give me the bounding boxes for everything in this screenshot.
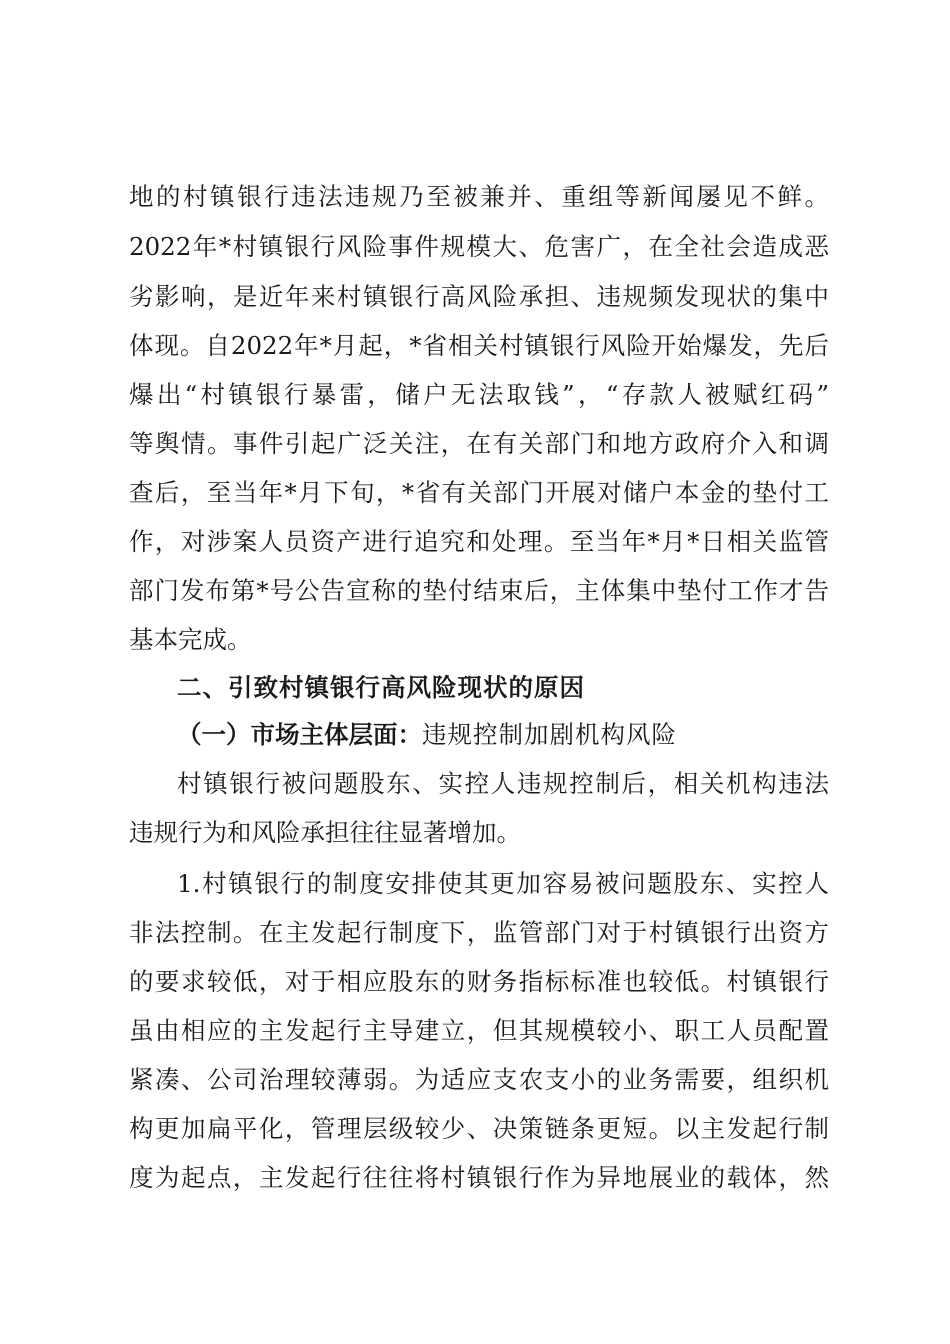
paragraph1-line: 基本完成。 xyxy=(129,625,252,654)
paragraph1-line: 地的村镇银行违法违规乃至被兼并、重组等新闻屡见不鲜。 xyxy=(129,182,829,211)
paragraph1-line: 部门发布第*号公告宣称的垫付结束后，主体集中垫付工作才告 xyxy=(129,576,829,605)
section-heading: 二、引致村镇银行高风险现状的原因 xyxy=(177,673,585,702)
subsection-heading xyxy=(177,713,677,757)
paragraph1-line: 劣影响，是近年来村镇银行高风险承担、违规频发现状的集中 xyxy=(129,282,829,311)
paragraph1-line: 查后，至当年*月下旬，*省有关部门开展对储户本金的垫付工 xyxy=(129,478,829,507)
paragraph3-line: 虽由相应的主发起行主导建立，但其规模较小、职工人员配置 xyxy=(129,1016,829,1045)
paragraph3-line: 1.村镇银行的制度安排使其更加容易被问题股东、实控人 xyxy=(177,869,829,898)
paragraph1-line: 体现。自2022年*月起，*省相关村镇银行风险开始爆发，先后 xyxy=(129,331,829,360)
paragraph1-line: 作，对涉案人员资产进行追究和处理。至当年*月*日相关监管 xyxy=(129,527,829,556)
paragraph1-line: 等舆情。事件引起广泛关注，在有关部门和地方政府介入和调 xyxy=(129,429,829,458)
paragraph3-line: 的要求较低，对于相应股东的财务指标标准也较低。村镇银行 xyxy=(129,967,829,996)
paragraph2-line: 违规行为和风险承担往往显著增加。 xyxy=(129,818,521,847)
paragraph3-line: 度为起点，主发起行往往将村镇银行作为异地展业的载体，然 xyxy=(129,1163,829,1192)
paragraph1-line: 2022年*村镇银行风险事件规模大、危害广，在全社会造成恶 xyxy=(129,232,829,261)
paragraph3-line: 非法控制。在主发起行制度下，监管部门对于村镇银行出资方 xyxy=(129,918,829,947)
paragraph3-line: 紧凑、公司治理较薄弱。为适应支农支小的业务需要，组织机 xyxy=(129,1065,829,1094)
paragraph1-line: 爆出“村镇银行暴雷，储户无法取钱”，“存款人被赋红码” xyxy=(129,380,829,409)
subsection-label: （一）市场主体层面： xyxy=(177,720,422,749)
paragraph2-line: 村镇银行被问题股东、实控人违规控制后，相关机构违法 xyxy=(177,769,829,798)
paragraph3-line: 构更加扁平化，管理层级较少、决策链条更短。以主发起行制 xyxy=(129,1114,829,1143)
subsection-title: 违规控制加剧机构风险 xyxy=(422,720,677,749)
